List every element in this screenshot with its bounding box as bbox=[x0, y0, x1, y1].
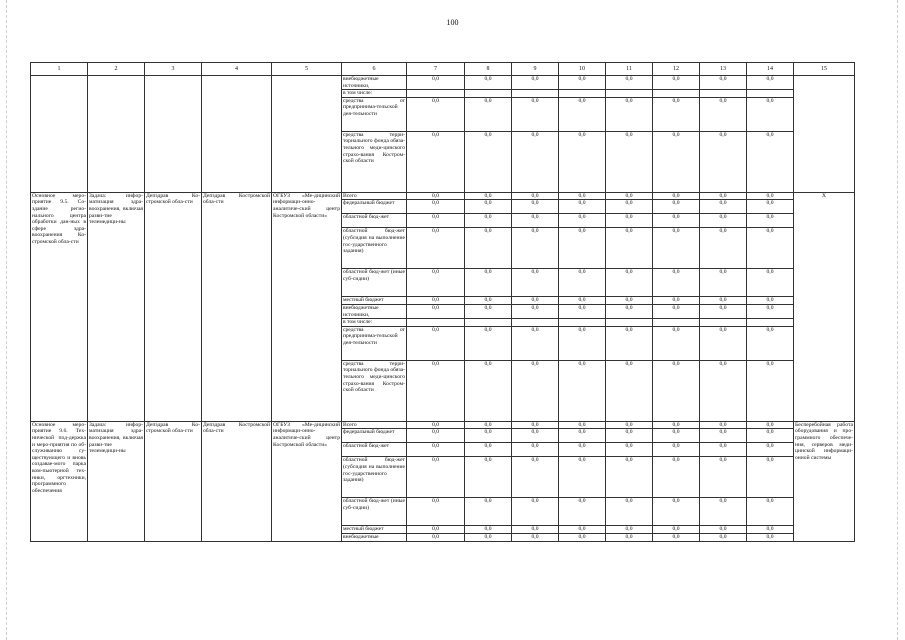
value-cell: 0,0 bbox=[512, 297, 559, 305]
value-cell: 0,0 bbox=[653, 297, 700, 305]
value-cell: 0,0 bbox=[653, 214, 700, 228]
value-cell: 0,0 bbox=[512, 498, 559, 526]
value-cell: 0,0 bbox=[606, 498, 653, 526]
value-cell: 0,0 bbox=[407, 443, 465, 457]
value-cell: 0,0 bbox=[700, 326, 747, 360]
column-header-11: 11 bbox=[606, 63, 653, 76]
value-cell: 0,0 bbox=[465, 200, 512, 214]
value-cell: 0,0 bbox=[747, 326, 794, 360]
value-cell: 0,0 bbox=[407, 97, 465, 131]
value-cell: 0,0 bbox=[606, 421, 653, 429]
value-cell: 0,0 bbox=[606, 443, 653, 457]
value-cell: 0,0 bbox=[512, 360, 559, 421]
column-header-4: 4 bbox=[202, 63, 272, 76]
value-cell: 0,0 bbox=[465, 443, 512, 457]
value-cell: 0,0 bbox=[407, 131, 465, 192]
value-cell: 0,0 bbox=[465, 269, 512, 297]
funding-source-cell: областной бюд-жет (субсидия на выполнение гос-ударственного задания) bbox=[342, 457, 407, 498]
value-cell: 0,0 bbox=[653, 421, 700, 429]
value-cell: 0,0 bbox=[700, 76, 747, 90]
table-row bbox=[31, 76, 855, 90]
value-cell: 0,0 bbox=[512, 97, 559, 131]
value-cell: 0,0 bbox=[465, 76, 512, 90]
value-cell: 0,0 bbox=[700, 429, 747, 443]
value-cell: 0,0 bbox=[606, 200, 653, 214]
column-header-12: 12 bbox=[653, 63, 700, 76]
value-cell: 0,0 bbox=[512, 214, 559, 228]
value-cell: 0,0 bbox=[700, 360, 747, 421]
page-edge-left bbox=[6, 0, 7, 640]
value-cell: 0,0 bbox=[700, 214, 747, 228]
value-cell: 0,0 bbox=[512, 533, 559, 541]
value-cell: 0,0 bbox=[606, 228, 653, 269]
column-header-9: 9 bbox=[512, 63, 559, 76]
funding-source-cell: местный бюджет bbox=[342, 526, 407, 534]
value-cell: 0,0 bbox=[747, 192, 794, 200]
value-cell: 0,0 bbox=[700, 97, 747, 131]
table-body bbox=[31, 76, 855, 542]
value-cell: 0,0 bbox=[653, 498, 700, 526]
value-cell: 0,0 bbox=[465, 228, 512, 269]
funding-source-cell: в том числе: bbox=[342, 319, 407, 327]
value-cell: 0,0 bbox=[465, 131, 512, 192]
value-cell: 0,0 bbox=[747, 443, 794, 457]
value-cell: 0,0 bbox=[700, 200, 747, 214]
value-cell: 0,0 bbox=[465, 360, 512, 421]
funding-source-cell: средства терри-ториального фонда обяза-тельного меди-цинского страхо-вания Костром-ской области bbox=[342, 131, 407, 192]
value-cell: 0,0 bbox=[465, 421, 512, 429]
value-cell bbox=[512, 319, 559, 327]
value-cell: 0,0 bbox=[512, 200, 559, 214]
value-cell: 0,0 bbox=[559, 429, 606, 443]
value-cell: 0,0 bbox=[653, 360, 700, 421]
value-cell: 0,0 bbox=[747, 457, 794, 498]
value-cell: 0,0 bbox=[559, 304, 606, 318]
funding-source-cell: средства от предпринима-тельской дея-тельности bbox=[342, 97, 407, 131]
funding-source-cell: областной бюд-жет (субсидия на выполнение гос-ударственного задания) bbox=[342, 228, 407, 269]
column-header-2: 2 bbox=[88, 63, 145, 76]
executor-cell: ОГБУЗ «Ме-дицинский информаци-онно-аналитиче-ский центр Костромской области» bbox=[272, 192, 342, 421]
value-cell: 0,0 bbox=[653, 526, 700, 534]
value-cell bbox=[465, 319, 512, 327]
value-cell: 0,0 bbox=[465, 192, 512, 200]
value-cell: 0,0 bbox=[512, 326, 559, 360]
value-cell: 0,0 bbox=[512, 457, 559, 498]
value-cell: 0,0 bbox=[512, 443, 559, 457]
value-cell: 0,0 bbox=[559, 297, 606, 305]
value-cell: 0,0 bbox=[747, 498, 794, 526]
value-cell: 0,0 bbox=[465, 326, 512, 360]
value-cell: 0,0 bbox=[407, 498, 465, 526]
value-cell: 0,0 bbox=[700, 457, 747, 498]
value-cell: 0,0 bbox=[700, 498, 747, 526]
customer-cell: Депздрав Ко-стромской обла-сти bbox=[145, 192, 202, 421]
table-row bbox=[31, 421, 855, 429]
value-cell: 0,0 bbox=[407, 526, 465, 534]
value-cell: 0,0 bbox=[653, 200, 700, 214]
value-cell: 0,0 bbox=[653, 76, 700, 90]
budget-table bbox=[30, 62, 855, 542]
value-cell: 0,0 bbox=[559, 214, 606, 228]
value-cell: 0,0 bbox=[747, 526, 794, 534]
funding-source-cell: федеральный бюджет bbox=[342, 200, 407, 214]
value-cell: 0,0 bbox=[465, 97, 512, 131]
value-cell: 0,0 bbox=[606, 76, 653, 90]
value-cell: 0,0 bbox=[606, 429, 653, 443]
value-cell: 0,0 bbox=[407, 457, 465, 498]
value-cell: 0,0 bbox=[465, 498, 512, 526]
header-row bbox=[31, 63, 855, 76]
column-header-6: 6 bbox=[342, 63, 407, 76]
task-cell bbox=[88, 76, 145, 193]
value-cell: 0,0 bbox=[700, 131, 747, 192]
column-header-3: 3 bbox=[145, 63, 202, 76]
value-cell: 0,0 bbox=[512, 269, 559, 297]
funding-source-cell: средства от предпринима-тельской дея-тельности bbox=[342, 326, 407, 360]
event-name-cell: Основное меро-приятие 9.5. Со-здание регио-нального центра обработки дан-ных в сфере здра-воохранения Ко-стромской обла-сти bbox=[31, 192, 88, 421]
page-edge-right bbox=[897, 0, 898, 640]
value-cell: 0,0 bbox=[653, 533, 700, 541]
funding-source-cell: средства терри-ториального фонда обяза-тельного меди-цинского страхо-вания Костром-ской области bbox=[342, 360, 407, 421]
executor-cell bbox=[272, 76, 342, 193]
value-cell bbox=[407, 90, 465, 98]
funding-source-cell: внебюджетные источники, bbox=[342, 304, 407, 318]
value-cell: 0,0 bbox=[559, 269, 606, 297]
funding-source-cell: федеральный бюджет bbox=[342, 429, 407, 443]
value-cell: 0,0 bbox=[606, 360, 653, 421]
funding-source-cell: внебюджетные bbox=[342, 533, 407, 541]
value-cell: 0,0 bbox=[559, 457, 606, 498]
value-cell: 0,0 bbox=[407, 304, 465, 318]
value-cell: 0,0 bbox=[407, 326, 465, 360]
customer-cell bbox=[145, 76, 202, 193]
value-cell bbox=[606, 319, 653, 327]
value-cell: 0,0 bbox=[606, 297, 653, 305]
funding-source-cell: местный бюджет bbox=[342, 297, 407, 305]
value-cell bbox=[606, 90, 653, 98]
funding-source-cell: внебюджетные источники, bbox=[342, 76, 407, 90]
value-cell: 0,0 bbox=[747, 97, 794, 131]
coordinator-cell bbox=[202, 76, 272, 193]
funding-source-cell: областной бюд-жет bbox=[342, 443, 407, 457]
value-cell: 0,0 bbox=[407, 192, 465, 200]
value-cell: 0,0 bbox=[559, 421, 606, 429]
value-cell: 0,0 bbox=[465, 429, 512, 443]
value-cell: 0,0 bbox=[512, 526, 559, 534]
value-cell: 0,0 bbox=[606, 304, 653, 318]
value-cell: 0,0 bbox=[700, 526, 747, 534]
value-cell bbox=[512, 90, 559, 98]
result-cell bbox=[794, 76, 855, 193]
value-cell: 0,0 bbox=[747, 429, 794, 443]
value-cell: 0,0 bbox=[747, 421, 794, 429]
value-cell: 0,0 bbox=[747, 131, 794, 192]
value-cell: 0,0 bbox=[653, 326, 700, 360]
value-cell: 0,0 bbox=[512, 429, 559, 443]
value-cell: 0,0 bbox=[465, 304, 512, 318]
column-header-1: 1 bbox=[31, 63, 88, 76]
result-cell: Бесперебойная работа оборудования и про-граммного обеспече-ния, серверов меди-цинской информаци-онной системы bbox=[794, 421, 855, 541]
value-cell: 0,0 bbox=[559, 192, 606, 200]
value-cell: 0,0 bbox=[407, 200, 465, 214]
value-cell bbox=[700, 319, 747, 327]
value-cell: 0,0 bbox=[559, 443, 606, 457]
value-cell: 0,0 bbox=[465, 297, 512, 305]
column-header-5: 5 bbox=[272, 63, 342, 76]
value-cell: 0,0 bbox=[407, 76, 465, 90]
value-cell: 0,0 bbox=[559, 526, 606, 534]
value-cell bbox=[559, 319, 606, 327]
value-cell: 0,0 bbox=[465, 214, 512, 228]
value-cell: 0,0 bbox=[559, 360, 606, 421]
value-cell: 0,0 bbox=[700, 304, 747, 318]
value-cell: 0,0 bbox=[700, 443, 747, 457]
value-cell: 0,0 bbox=[606, 457, 653, 498]
column-header-10: 10 bbox=[559, 63, 606, 76]
value-cell: 0,0 bbox=[465, 533, 512, 541]
value-cell: 0,0 bbox=[559, 200, 606, 214]
value-cell: 0,0 bbox=[606, 131, 653, 192]
value-cell: 0,0 bbox=[700, 192, 747, 200]
column-header-7: 7 bbox=[407, 63, 465, 76]
value-cell bbox=[747, 319, 794, 327]
page-number: 100 bbox=[446, 18, 459, 27]
value-cell: 0,0 bbox=[407, 360, 465, 421]
value-cell: 0,0 bbox=[559, 76, 606, 90]
value-cell: 0,0 bbox=[747, 214, 794, 228]
value-cell: 0,0 bbox=[747, 76, 794, 90]
value-cell: 0,0 bbox=[606, 97, 653, 131]
column-header-8: 8 bbox=[465, 63, 512, 76]
executor-cell: ОГБУЗ «Ме-дицинский информаци-онно-аналитиче-ский центр Костромской области» bbox=[272, 421, 342, 541]
value-cell: 0,0 bbox=[653, 429, 700, 443]
value-cell: 0,0 bbox=[747, 269, 794, 297]
value-cell: 0,0 bbox=[700, 269, 747, 297]
value-cell: 0,0 bbox=[407, 297, 465, 305]
value-cell: 0,0 bbox=[606, 526, 653, 534]
value-cell: 0,0 bbox=[700, 297, 747, 305]
value-cell: 0,0 bbox=[747, 360, 794, 421]
value-cell bbox=[653, 90, 700, 98]
value-cell bbox=[653, 319, 700, 327]
funding-source-cell: Всего bbox=[342, 421, 407, 429]
value-cell: 0,0 bbox=[606, 326, 653, 360]
value-cell: 0,0 bbox=[747, 228, 794, 269]
coordinator-cell: Депздрав Костромской обла-сти bbox=[202, 192, 272, 421]
column-header-15: 15 bbox=[794, 63, 855, 76]
value-cell: 0,0 bbox=[700, 421, 747, 429]
value-cell: 0,0 bbox=[559, 326, 606, 360]
value-cell: 0,0 bbox=[512, 421, 559, 429]
value-cell bbox=[700, 90, 747, 98]
value-cell: 0,0 bbox=[653, 304, 700, 318]
funding-source-cell: Всего bbox=[342, 192, 407, 200]
customer-cell: Депздрав Ко-стромской обла-сти bbox=[145, 421, 202, 541]
value-cell: 0,0 bbox=[559, 498, 606, 526]
value-cell: 0,0 bbox=[512, 131, 559, 192]
value-cell bbox=[559, 90, 606, 98]
column-header-13: 13 bbox=[700, 63, 747, 76]
value-cell: 0,0 bbox=[653, 131, 700, 192]
value-cell: 0,0 bbox=[653, 269, 700, 297]
value-cell: 0,0 bbox=[407, 421, 465, 429]
table-row bbox=[31, 192, 855, 200]
value-cell: 0,0 bbox=[465, 457, 512, 498]
value-cell: 0,0 bbox=[606, 533, 653, 541]
value-cell: 0,0 bbox=[747, 297, 794, 305]
value-cell: 0,0 bbox=[512, 76, 559, 90]
value-cell: 0,0 bbox=[700, 228, 747, 269]
task-cell: Задача: инфор-матизация здра-воохранения, включая разви-тие телемедици-ны bbox=[88, 192, 145, 421]
result-cell: X bbox=[794, 192, 855, 421]
value-cell: 0,0 bbox=[559, 97, 606, 131]
value-cell: 0,0 bbox=[407, 214, 465, 228]
value-cell: 0,0 bbox=[512, 304, 559, 318]
value-cell bbox=[407, 319, 465, 327]
value-cell: 0,0 bbox=[512, 228, 559, 269]
value-cell: 0,0 bbox=[512, 192, 559, 200]
value-cell: 0,0 bbox=[747, 533, 794, 541]
value-cell: 0,0 bbox=[653, 97, 700, 131]
funding-source-cell: областной бюд-жет (иные суб-сидии) bbox=[342, 498, 407, 526]
funding-source-cell: областной бюд-жет (иные суб-сидии) bbox=[342, 269, 407, 297]
funding-source-cell: областной бюд-жет bbox=[342, 214, 407, 228]
value-cell: 0,0 bbox=[606, 214, 653, 228]
value-cell: 0,0 bbox=[747, 304, 794, 318]
value-cell: 0,0 bbox=[653, 192, 700, 200]
value-cell: 0,0 bbox=[653, 457, 700, 498]
coordinator-cell: Депздрав Костромской обла-сти bbox=[202, 421, 272, 541]
value-cell bbox=[747, 90, 794, 98]
column-header-14: 14 bbox=[747, 63, 794, 76]
value-cell: 0,0 bbox=[606, 192, 653, 200]
value-cell: 0,0 bbox=[606, 269, 653, 297]
value-cell: 0,0 bbox=[407, 228, 465, 269]
value-cell: 0,0 bbox=[653, 228, 700, 269]
value-cell: 0,0 bbox=[747, 200, 794, 214]
value-cell: 0,0 bbox=[407, 429, 465, 443]
event-name-cell: Основное меро-приятие 9.6. Тех-нической под-держка и меро-приятия по об-служиванию су-ществующего и вновь создавае-мого парка ком-пьютерной тех-ники, оргтехники, программного обеспечения bbox=[31, 421, 88, 541]
value-cell: 0,0 bbox=[559, 533, 606, 541]
value-cell: 0,0 bbox=[559, 228, 606, 269]
value-cell: 0,0 bbox=[700, 533, 747, 541]
task-cell: Задача: инфор-матизация здра-воохранения, включая разви-тие телемедици-ны bbox=[88, 421, 145, 541]
value-cell: 0,0 bbox=[465, 526, 512, 534]
value-cell: 0,0 bbox=[407, 269, 465, 297]
value-cell bbox=[465, 90, 512, 98]
funding-source-cell: в том числе: bbox=[342, 90, 407, 98]
value-cell: 0,0 bbox=[407, 533, 465, 541]
value-cell: 0,0 bbox=[559, 131, 606, 192]
value-cell: 0,0 bbox=[653, 443, 700, 457]
event-name-cell bbox=[31, 76, 88, 193]
